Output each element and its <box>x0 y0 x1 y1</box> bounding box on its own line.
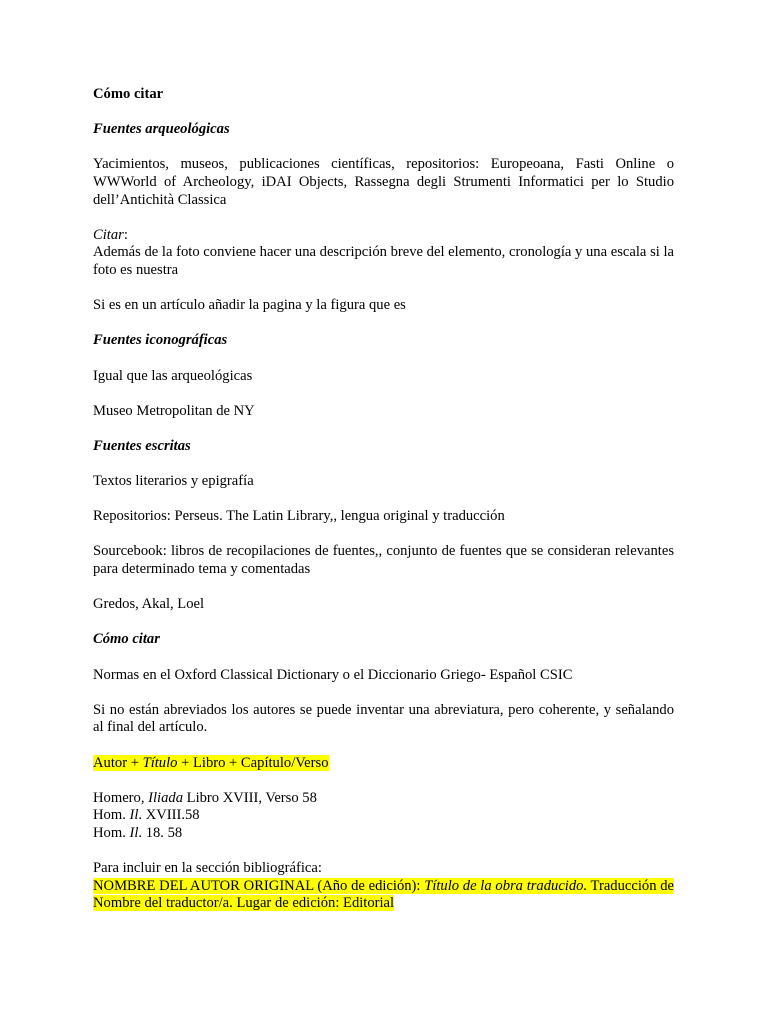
document-body <box>93 86 674 913</box>
paragraph-ejemplos <box>93 790 674 843</box>
paragraph-editoriales: Gredos, Akal, Loel <box>93 596 205 613</box>
example-1-author: Homero, <box>93 789 149 806</box>
paragraph-citar <box>93 227 674 280</box>
paragraph-normas: Normas en el Oxford Classical Dictionary o el Diccionario Griego- Español CSIC <box>93 666 573 683</box>
page-title: Cómo citar <box>93 86 164 102</box>
example-2 <box>93 807 200 823</box>
heading-fuentes-escritas: Fuentes escritas <box>93 437 191 454</box>
example-1-ref: Libro XVIII, Verso 58 <box>183 789 317 806</box>
paragraph-sourcebook: Sourcebook: libros de recopilaciones de fuentes,, conjunto de fuentes que se consideran relevantes para determinado tema y comentadas <box>93 543 674 578</box>
formula-resto: + Libro + Capítulo/Verso <box>177 754 329 771</box>
repos-text-a: Repositorios: Perseus <box>93 508 220 525</box>
heading-como-citar: Cómo citar <box>93 631 160 648</box>
formula-autor: Autor + <box>93 754 143 771</box>
biblio-highlight <box>93 878 674 912</box>
citar-label: Citar <box>93 226 124 243</box>
formula-highlight <box>93 755 329 771</box>
heading-fuentes-iconograficas: Fuentes iconográficas <box>93 332 228 349</box>
paragraph-articulo: Si es en un artículo añadir la pagina y la figura que es <box>93 297 406 314</box>
formula-titulo: Título <box>142 754 178 771</box>
example-1 <box>93 790 317 806</box>
biblio-autor: NOMBRE DEL AUTOR ORIGINAL (Año de edición): <box>93 877 425 894</box>
example-3-ref: . 18. 58 <box>138 824 183 841</box>
repos-text-b: . The Latin Library,, lengua original y traducción <box>219 508 505 525</box>
paragraph-museo: Museo Metropolitan de NY <box>93 402 255 419</box>
biblio-titulo: Título de la obra traducido. <box>424 877 588 894</box>
example-3-title: Il <box>129 824 139 841</box>
paragraph-repositorios-escritos <box>93 508 674 526</box>
citar-text: Además de la foto conviene hacer una descripción breve del elemento, cronología y una escala si la foto es nuestra <box>93 244 674 278</box>
example-2-ref: . XVIII.58 <box>138 807 200 824</box>
abrev-text: Si no están abreviados los autores se puede inventar una abreviatura, pero coherente, y señalando al final del artículo <box>93 701 674 736</box>
paragraph-textos: Textos literarios y epigrafía <box>93 473 254 490</box>
biblio-label: Para incluir en la sección bibliográfica: <box>93 860 322 877</box>
example-1-title: Iliada <box>148 789 183 806</box>
heading-fuentes-arqueologicas: Fuentes arqueológicas <box>93 121 230 138</box>
example-3-author: Hom. <box>93 824 130 841</box>
example-3 <box>93 825 182 841</box>
paragraph-igual: Igual que las arqueológicas <box>93 367 253 384</box>
paragraph-bibliografia <box>93 860 674 913</box>
biblio-resto: Traducción de Nombre del traductor/a. Lugar de edición: Editorial <box>93 877 674 912</box>
abrev-period: . <box>203 719 208 736</box>
example-2-title: Il <box>129 807 139 824</box>
example-2-author: Hom. <box>93 807 130 824</box>
citar-colon: : <box>123 226 128 243</box>
paragraph-repositorios-arqueologicos: Yacimientos, museos, publicaciones científicas, repositorios: Europeoana, Fasti Online o WWWorld of Archeology, iDAI Objects, Rassegna degli Strumenti Informatici per lo Studio dell’Antichità Classica <box>93 156 674 208</box>
paragraph-abreviaturas <box>93 702 674 737</box>
paragraph-formula <box>93 755 674 773</box>
